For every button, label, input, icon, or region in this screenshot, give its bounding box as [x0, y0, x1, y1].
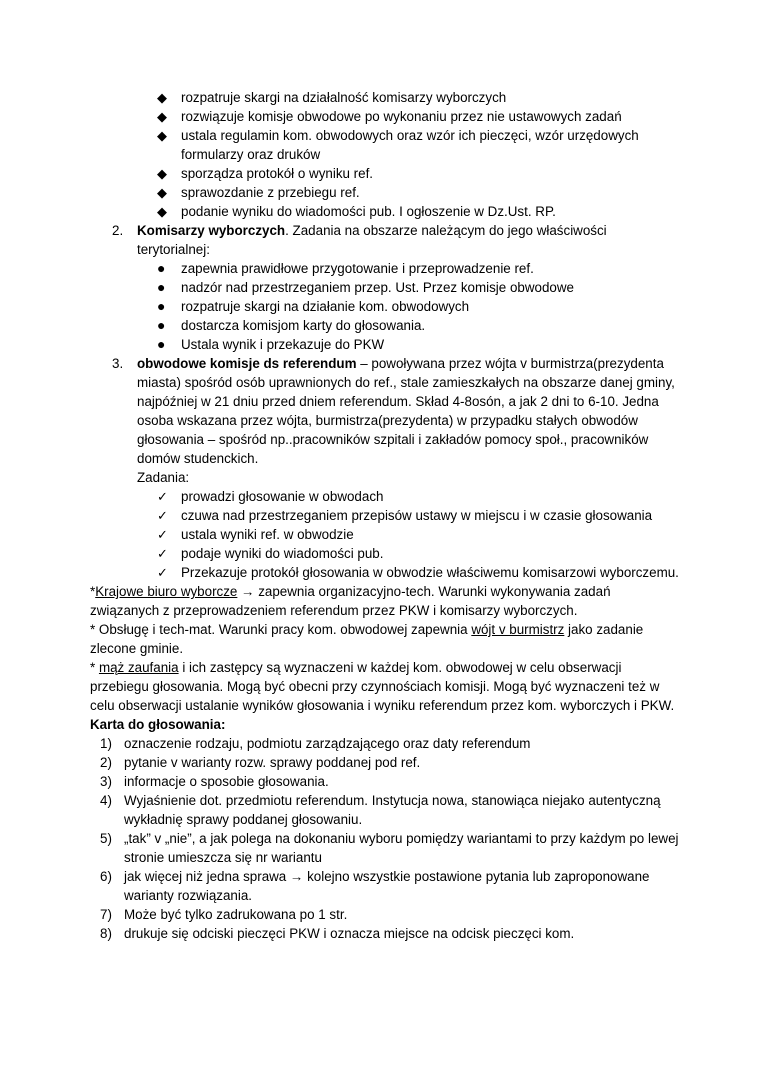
dot-bullet-icon: ● [157, 298, 166, 314]
dot-bullet-icon: ● [157, 336, 166, 352]
dot-bullet-icon: ● [157, 279, 166, 295]
karta-list [90, 734, 680, 943]
diamond-bullet-icon: ◆ [157, 166, 167, 181]
item-number: 4) [100, 793, 112, 808]
list-item: ✓ ustala wyniki ref. w obwodzie [157, 527, 354, 542]
item-number: 5) [100, 831, 112, 846]
note-obsluga: * Obsługę i tech-mat. Warunki pracy kom. obwodowej zapewnia wójt v burmistrz jako zadanie zlecone gminie. [90, 622, 644, 656]
dot-bullet-icon: ● [157, 317, 166, 333]
checkmark-icon: ✓ [157, 565, 168, 580]
note-krajowe-biuro: *Krajowe biuro wyborcze → zapewnia organizacyjno-tech. Warunki wykonywania zadań związanych z przeprowadzeniem referendum przez PKW i komisarzy wyborczych. [90, 584, 611, 618]
diamond-bullet-icon: ◆ [157, 90, 167, 105]
underlined-term: Krajowe biuro wyborcze [95, 584, 238, 599]
list-item: 1) oznaczenie rodzaju, podmiotu zarządzającego oraz daty referendum [100, 736, 531, 751]
komisarze-task-list [90, 259, 680, 354]
item-number: 8) [100, 926, 112, 941]
list-item: ● rozpatruje skargi na działanie kom. obwodowych [157, 298, 470, 314]
item-number: 3. [112, 356, 124, 371]
section-title: obwodowe komisje ds referendum [137, 356, 357, 371]
underlined-term: mąż zaufania [98, 660, 179, 675]
list-item: ✓ czuwa nad przestrzeganiem przepisów ustawy w miejscu i w czasie głosowania [157, 508, 653, 523]
list-item: 6) jak więcej niż jedna sprawa → kolejno wszystkie postawione pytania lub zaproponowane warianty rozwiązania. [100, 869, 650, 903]
list-item: ● dostarcza komisjom karty do głosowania. [157, 317, 426, 333]
list-item: ● Ustala wynik i przekazuje do PKW [157, 336, 385, 352]
list-item: 8) drukuje się odciski pieczęci PKW i oznacza miejsce na odcisk pieczęci kom. [100, 926, 575, 941]
list-item: 5) „tak” v „nie”, a jak polega na dokonaniu wyboru pomiędzy wariantami to przy każdym po lewej stronie umieszcza się nr wariantu [100, 831, 679, 865]
list-item: ✓ prowadzi głosowanie w obwodach [157, 489, 384, 504]
list-item: 2) pytanie v warianty rozw. sprawy poddanej pod ref. [100, 755, 421, 770]
list-item: 4) Wyjaśnienie dot. przedmiotu referendum. Instytucja nowa, stanowiąca niejako autentyczną wykładnię sprawy poddanej głosowaniu. [100, 793, 661, 827]
item-number: 2. [112, 223, 124, 238]
item-number: 1) [100, 736, 112, 751]
pkw-task-list [90, 88, 680, 221]
karta-heading: Karta do głosowania: [90, 717, 226, 732]
list-item: ✓ podaje wyniki do wiadomości pub. [157, 546, 384, 561]
checkmark-icon: ✓ [157, 527, 168, 542]
list-item: ◆ rozwiązuje komisje obwodowe po wykonaniu przez nie ustawowych zadań [157, 109, 622, 124]
checkmark-icon: ✓ [157, 546, 168, 561]
note-maz-zaufania: * mąż zaufania i ich zastępcy są wyznaczeni w każdej kom. obwodowej w celu obserwacji przebiegu głosowania. Mogą być obecni przy czynnościach komisji. Mogą być wyznaczeni też w celu obserwacji ustalanie wyników głosowania i wyniku referendum przez kom. wyborczych i PKW. [90, 660, 675, 713]
obwodowe-task-list [90, 487, 680, 582]
diamond-bullet-icon: ◆ [157, 185, 167, 200]
document-page [90, 88, 680, 943]
diamond-bullet-icon: ◆ [157, 128, 167, 143]
zadania-label: Zadania: [137, 470, 190, 485]
item-number: 3) [100, 774, 112, 789]
diamond-bullet-icon: ◆ [157, 204, 167, 219]
list-item: ◆ ustala regulamin kom. obwodowych oraz wzór ich pieczęci, wzór urzędowych formularzy oraz druków [157, 128, 639, 162]
section-obwodowe-komisje: 3. obwodowe komisje ds referendum – powoływana przez wójta v burmistrza(prezydenta miasta) spośród osób uprawnionych do ref., stale zamieszkałych na obszarze danej gminy, najpóźniej w 21 dniu przed dniem referendum. Skład 4-8osón, a jak 2 dni to 6-10. Jedna osoba wskazana przez wójta, burmistrza(prezydenta) w przypadku stałych obwodów głosowania – spośród np..pracowników szpitali i zakładów pomocy społ., pracowników domów studenckich. [112, 356, 675, 466]
list-item: 7) Może być tylko zadrukowana po 1 str. [100, 907, 348, 922]
checkmark-icon: ✓ [157, 508, 168, 523]
item-number: 6) [100, 869, 112, 884]
list-item: ✓ Przekazuje protokół głosowania w obwodzie właściwemu komisarzowi wyborczemu. [157, 565, 679, 580]
list-item: 3) informacje o sposobie głosowania. [100, 774, 329, 789]
list-item: ◆ sporządza protokół o wyniku ref. [157, 166, 374, 181]
diamond-bullet-icon: ◆ [157, 109, 167, 124]
section-komisarze: 2. Komisarzy wyborczych. Zadania na obszarze należącym do jego właściwości terytorialnej: [112, 223, 607, 257]
dot-bullet-icon: ● [157, 260, 166, 276]
list-item: ● zapewnia prawidłowe przygotowanie i przeprowadzenie ref. [157, 260, 534, 276]
list-item: ◆ sprawozdanie z przebiegu ref. [157, 185, 360, 200]
list-item: ● nadzór nad przestrzeganiem przep. Ust. Przez komisje obwodowe [157, 279, 574, 295]
list-item: ◆ rozpatruje skargi na działalność komisarzy wyborczych [157, 90, 507, 105]
section-title: Komisarzy wyborczych [137, 223, 286, 238]
list-item: ◆ podanie wyniku do wiadomości pub. I ogłoszenie w Dz.Ust. RP. [157, 204, 556, 219]
underlined-term: wójt v burmistrz [471, 622, 565, 637]
item-number: 7) [100, 907, 112, 922]
item-number: 2) [100, 755, 112, 770]
checkmark-icon: ✓ [157, 489, 168, 504]
